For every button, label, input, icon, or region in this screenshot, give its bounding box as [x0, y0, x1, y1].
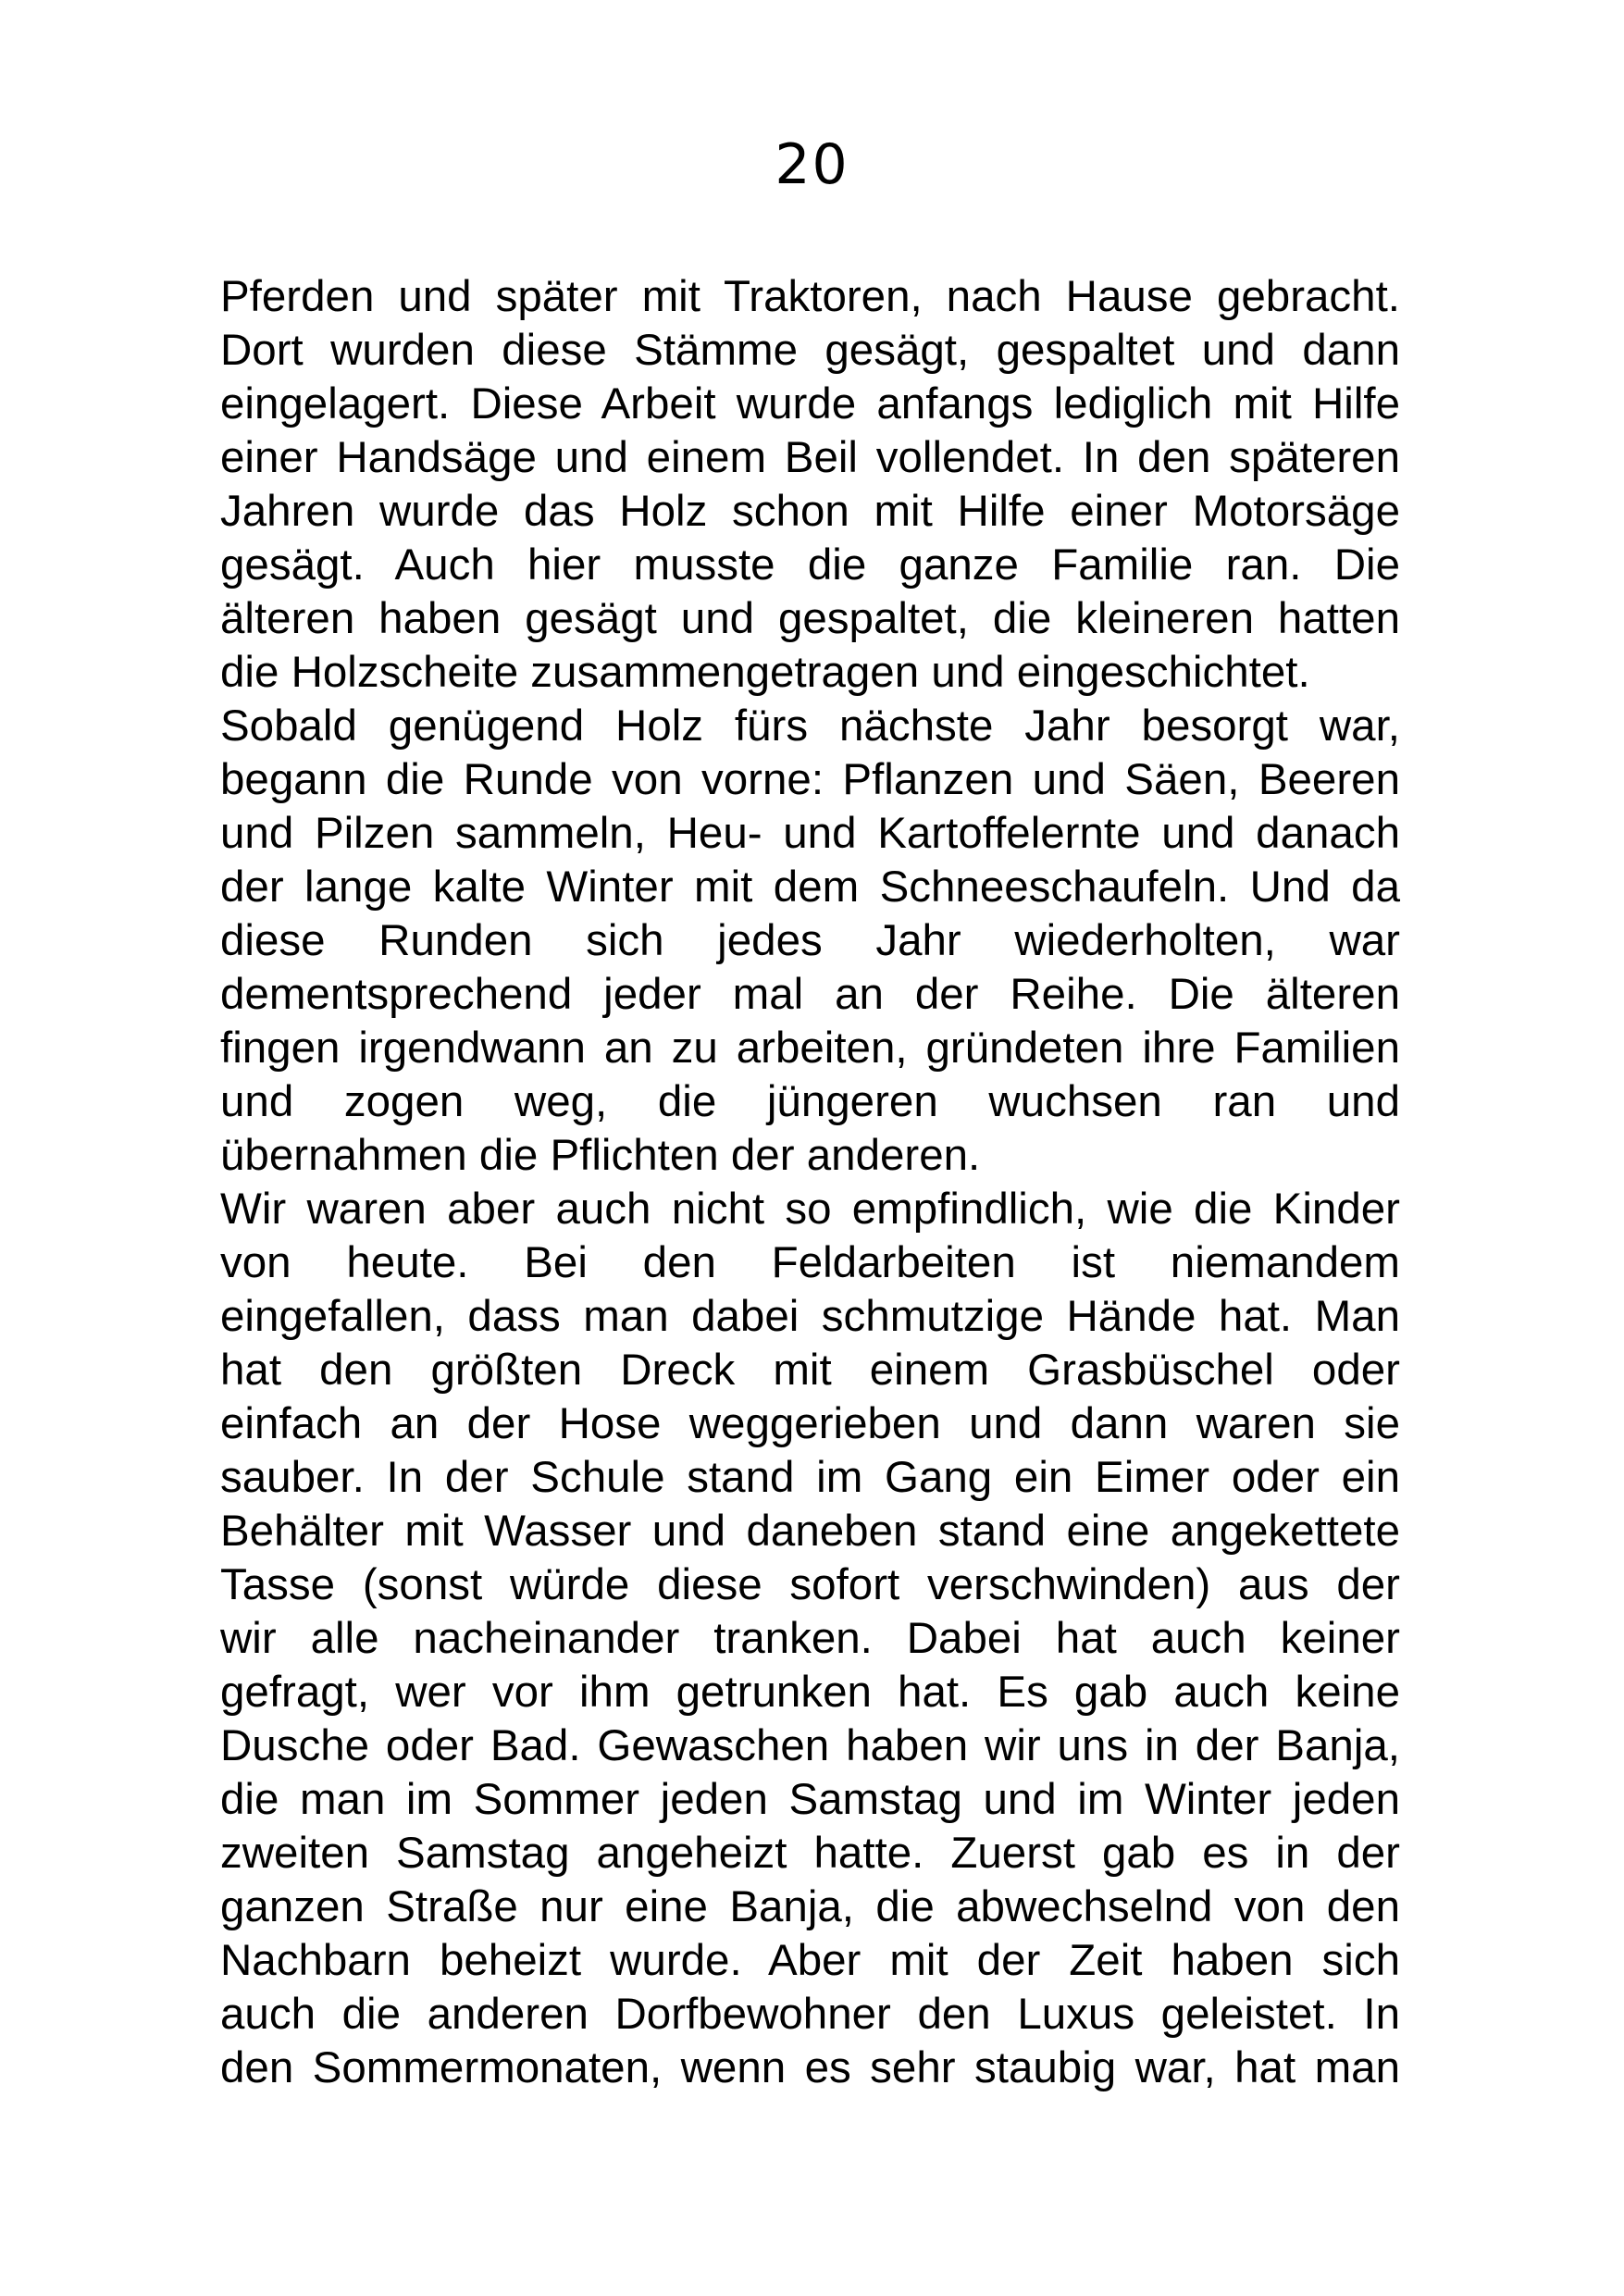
text-line: sauber. In der Schule stand im Gang ein Eimer oder ein — [220, 1453, 1400, 1502]
text-line: Wir waren aber auch nicht so empfindlich, wie die Kinder — [220, 1185, 1400, 1234]
text-line: Jahren wurde das Holz schon mit Hilfe einer Motorsäge — [220, 487, 1400, 536]
text-line: Tasse (sonst würde diese sofort verschwinden) aus der — [220, 1560, 1400, 1609]
text-line: Dort wurden diese Stämme gesägt, gespaltet und dann — [220, 326, 1400, 375]
page-number: 20 — [775, 132, 849, 197]
text-line: gesägt. Auch hier musste die ganze Familie ran. Die — [220, 540, 1400, 590]
text-line: Dusche oder Bad. Gewaschen haben wir uns in der Banja, — [220, 1721, 1400, 1770]
body-text — [220, 270, 1400, 2095]
text-line: wir alle nacheinander tranken. Dabei hat auch keiner — [220, 1614, 1400, 1663]
text-line: und Pilzen sammeln, Heu- und Kartoffelernte und danach — [220, 809, 1400, 858]
text-line: gefragt, wer vor ihm getrunken hat. Es gab auch keine — [220, 1668, 1400, 1717]
text-line: eingelagert. Diese Arbeit wurde anfangs lediglich mit Hilfe — [220, 379, 1400, 428]
text-line: Nachbarn beheizt wurde. Aber mit der Zeit haben sich — [220, 1936, 1400, 1985]
text-line: älteren haben gesägt und gespaltet, die kleineren hatten — [220, 594, 1400, 643]
text-line: den Sommermonaten, wenn es sehr staubig war, hat man — [220, 2043, 1400, 2092]
text-line: auch die anderen Dorfbewohner den Luxus geleistet. In — [220, 1990, 1400, 2039]
text-line: einfach an der Hose weggerieben und dann waren sie — [220, 1399, 1400, 1448]
text-line: diese Runden sich jedes Jahr wiederholten, war — [220, 916, 1400, 965]
text-line: begann die Runde von vorne: Pflanzen und Säen, Beeren — [220, 755, 1400, 804]
text-line: zweiten Samstag angeheizt hatte. Zuerst gab es in der — [220, 1829, 1400, 1878]
text-line: hat den größten Dreck mit einem Grasbüschel oder — [220, 1346, 1400, 1395]
text-line: der lange kalte Winter mit dem Schneeschaufeln. Und da — [220, 863, 1400, 912]
text-line: die man im Sommer jeden Samstag und im Winter jeden — [220, 1775, 1400, 1824]
text-line: die Holzscheite zusammengetragen und eingeschichtet. — [220, 648, 1310, 697]
text-line: Sobald genügend Holz fürs nächste Jahr besorgt war, — [220, 701, 1400, 751]
text-line: ganzen Straße nur eine Banja, die abwechselnd von den — [220, 1882, 1400, 1931]
text-line: übernahmen die Pflichten der anderen. — [220, 1131, 981, 1180]
text-line: einer Handsäge und einem Beil vollendet. In den späteren — [220, 433, 1400, 482]
text-line: und zogen weg, die jüngeren wuchsen ran und — [220, 1077, 1400, 1126]
text-line: Pferden und später mit Traktoren, nach Hause gebracht. — [220, 272, 1400, 321]
text-line: fingen irgendwann an zu arbeiten, gründeten ihre Familien — [220, 1024, 1400, 1073]
text-line: Behälter mit Wasser und daneben stand eine angekettete — [220, 1507, 1400, 1556]
text-line: eingefallen, dass man dabei schmutzige Hände hat. Man — [220, 1292, 1400, 1341]
text-line: dementsprechend jeder mal an der Reihe. Die älteren — [220, 970, 1400, 1019]
text-line: von heute. Bei den Feldarbeiten ist niemandem — [220, 1238, 1400, 1287]
